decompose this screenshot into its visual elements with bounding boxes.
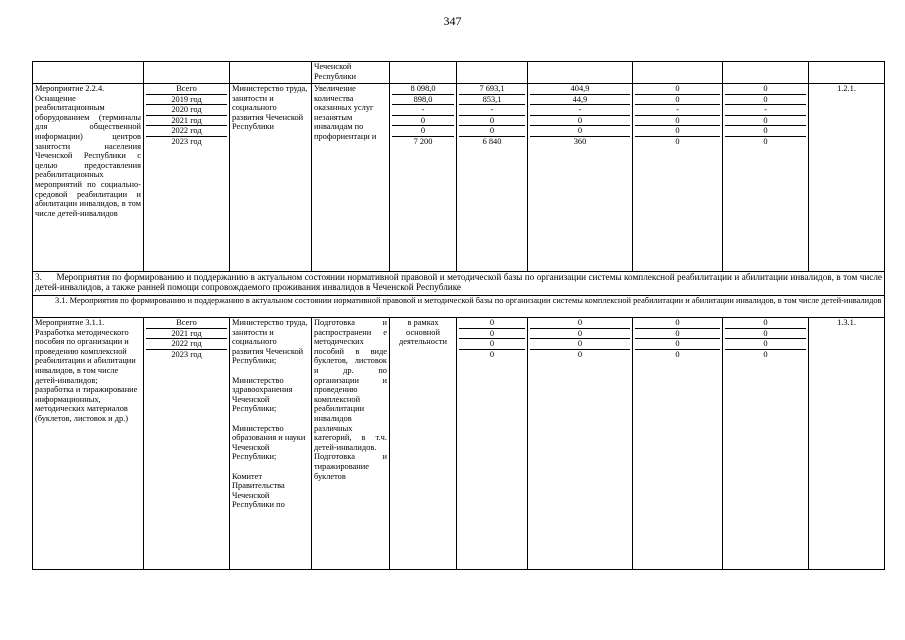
value-cell: 44,9: [530, 95, 630, 106]
year-cell: 2021 год: [146, 329, 227, 340]
value-cell: 0: [635, 126, 720, 137]
years-list: [144, 84, 230, 272]
measure-row-3-1-1: [33, 318, 885, 570]
value-cell: 0: [725, 318, 806, 329]
other-funding: [723, 318, 809, 570]
republic-funding: [528, 318, 633, 570]
value-cell: 0: [530, 339, 630, 350]
value-cell: 0: [392, 126, 454, 137]
value-cell: 0: [459, 126, 525, 137]
local-funding: [633, 84, 723, 272]
year-cell: 2019 год: [146, 95, 227, 106]
value-cell: 0: [459, 318, 525, 329]
measure-name: Мероприятие 3.1.1. Разработка методического пособия по организации и проведению комплексной реабилитации и абилитации инвалидов, в том числе детей-инвалидов; разработка и тиражирование информационных, методических материалов (буклетов, листовок и др.): [33, 318, 144, 570]
section-3-row: [33, 272, 885, 296]
value-cell: 0: [635, 339, 720, 350]
value-cell: 0: [635, 84, 720, 95]
other-funding: [723, 84, 809, 272]
executor-tail: Чеченской Республики: [312, 62, 390, 84]
federal-funding: [457, 318, 528, 570]
federal-funding: [457, 84, 528, 272]
measure-row-2-2-4: [33, 84, 885, 272]
value-cell: 0: [725, 116, 806, 127]
value-cell: 0: [725, 126, 806, 137]
executor: Министерство труда, занятости и социального развития Чеченской Республики: [230, 84, 312, 272]
value-cell: 6 840: [482, 136, 502, 146]
subsection-3-1-row: [33, 296, 885, 318]
local-funding: [633, 318, 723, 570]
year-cell: 2021 год: [146, 116, 227, 127]
value-cell: -: [725, 105, 806, 116]
value-cell: 0: [459, 329, 525, 340]
value-cell: 0: [530, 318, 630, 329]
value-cell: 0: [635, 116, 720, 127]
value-cell: 0: [635, 95, 720, 106]
value-cell: 404,9: [530, 84, 630, 95]
funding-note: в рамках основной деятельности: [390, 318, 457, 570]
value-cell: 0: [530, 116, 630, 127]
value-cell: -: [459, 105, 525, 116]
value-cell: 7 693,1: [459, 84, 525, 95]
subsection-3-1-heading: 3.1. Мероприятия по формированию и поддержанию в актуальном состоянии нормативной правовой и методической базы по организации системы комплексной реабилитации и абилитации инвалидов, в том числе детей-инвалидов: [33, 296, 885, 318]
value-cell: 8 098,0: [392, 84, 454, 95]
value-cell: 7 200: [413, 136, 433, 146]
value-cell: 0: [577, 349, 583, 359]
value-cell: 0: [725, 95, 806, 106]
value-cell: 0: [725, 339, 806, 350]
indicator-ref: 1.3.1.: [809, 318, 885, 570]
expected-result: Увеличение количества оказанных услуг незанятым инвалидам по профориентаци и: [312, 84, 390, 272]
value-cell: 0: [489, 349, 495, 359]
value-cell: -: [392, 105, 454, 116]
value-cell: 0: [635, 318, 720, 329]
year-cell: 2023 год: [171, 136, 202, 146]
years-list: [144, 318, 230, 570]
value-cell: 0: [763, 349, 768, 359]
value-cell: 853,1: [459, 95, 525, 106]
section-3-heading: 3. Мероприятия по формированию и поддержанию в актуальном состоянии нормативной правовой и методической базы по организации системы комплексной реабилитации и абилитации инвалидов, в том числе детей-инвалидов, а также ранней помощи сопровождаемого проживания инвалидов в Чеченской Республике: [33, 272, 885, 296]
year-cell: 2022 год: [146, 126, 227, 137]
year-cell: Всего: [146, 318, 227, 329]
year-cell: Всего: [146, 84, 227, 95]
republic-funding: [528, 84, 633, 272]
value-cell: 0: [635, 329, 720, 340]
value-cell: 0: [392, 116, 454, 127]
year-cell: 2022 год: [146, 339, 227, 350]
continuation-row: [33, 62, 885, 84]
total-funding: [390, 84, 457, 272]
value-cell: 0: [459, 116, 525, 127]
year-cell: 2023 год: [171, 349, 202, 359]
value-cell: 0: [725, 329, 806, 340]
indicator-ref: 1.2.1.: [809, 84, 885, 272]
year-cell: 2020 год: [146, 105, 227, 116]
executor: Министерство труда, занятости и социального развития Чеченской Республики; Министерство здравоохранения Чеченской Республики; Министерство образования и науки Чеченской Республики; Комитет Правительства Чеченской Республики по: [230, 318, 312, 570]
value-cell: -: [530, 105, 630, 116]
value-cell: 0: [763, 136, 768, 146]
value-cell: 0: [530, 126, 630, 137]
value-cell: 898,0: [392, 95, 454, 106]
measure-name: Мероприятие 2.2.4. Оснащение реабилитационным оборудованием (терминалы для общественной информации) центров занятости населения Чеченской Республики с целью предоставления реабилитационных мероприятий по социально-средовой реабилитации и абилитации инвалидов, в том числе детей-инвалидов: [33, 84, 144, 272]
value-cell: 360: [573, 136, 587, 146]
value-cell: 0: [530, 329, 630, 340]
value-cell: 0: [675, 349, 680, 359]
value-cell: 0: [725, 84, 806, 95]
program-table: [32, 61, 885, 570]
expected-result: Подготовка и распространени е методических пособий в виде буклетов, листовок и др. по организации и проведению комплексной реабилитации инвалидов различных категорий, в т.ч. детей-инвалидов. Подготовка и тиражирование буклетов: [312, 318, 390, 570]
value-cell: -: [635, 105, 720, 116]
value-cell: 0: [675, 136, 680, 146]
page-number: 347: [443, 14, 462, 28]
value-cell: 0: [459, 339, 525, 350]
